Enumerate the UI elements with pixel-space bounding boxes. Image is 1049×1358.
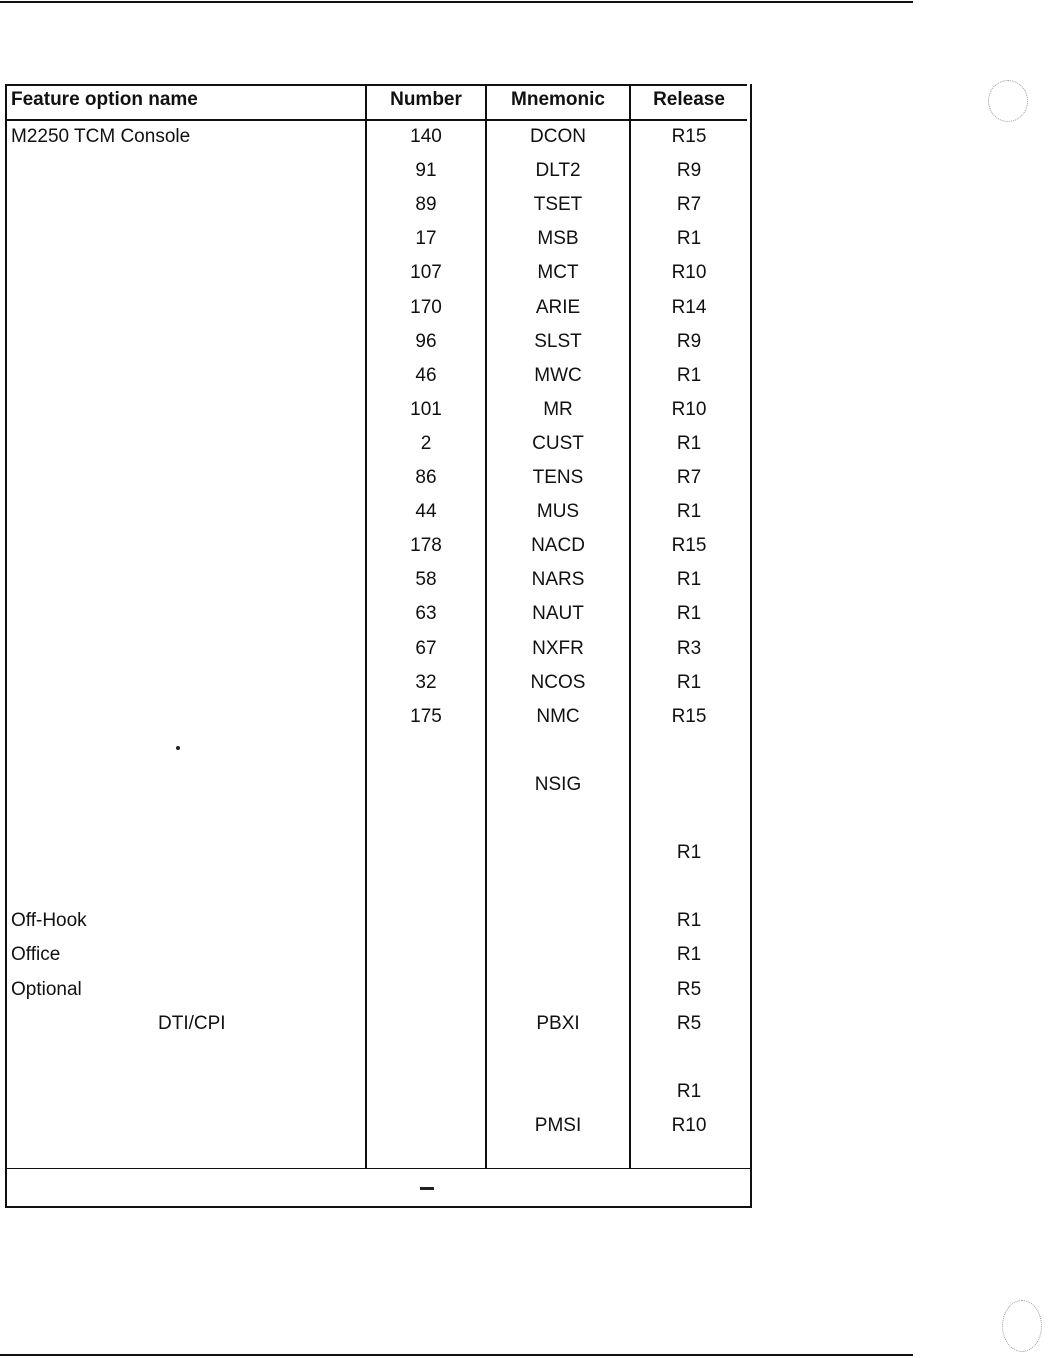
row-mnemonic: NSIG xyxy=(534,774,582,795)
row-mnemonic: NAUT xyxy=(532,603,584,624)
row-release: R1 xyxy=(676,910,702,931)
row-release: R1 xyxy=(676,672,702,693)
row-number: 101 xyxy=(410,399,442,420)
row-release: R5 xyxy=(676,979,702,1000)
top-rule xyxy=(0,1,913,3)
row-release: R1 xyxy=(676,842,702,863)
row-release: R3 xyxy=(676,638,702,659)
row-release: R1 xyxy=(676,944,702,965)
table-bottom-border xyxy=(5,1206,752,1208)
footer-divider xyxy=(5,1168,752,1169)
header-mnemonic: Mnemonic xyxy=(511,89,605,110)
row-mnemonic: MSB xyxy=(537,228,579,249)
row-feature-name: Off-Hook xyxy=(11,910,87,931)
row-release: R1 xyxy=(676,1081,702,1102)
row-release: R5 xyxy=(676,1013,702,1034)
row-mnemonic: DLT2 xyxy=(535,160,581,181)
row-release: R1 xyxy=(676,433,702,454)
row-mnemonic: MCT xyxy=(537,262,579,283)
header-number: Number xyxy=(390,89,462,110)
row-mnemonic: NACD xyxy=(531,535,585,556)
table-top-border xyxy=(5,84,747,86)
row-release: R1 xyxy=(676,501,702,522)
row-release: R9 xyxy=(676,160,702,181)
row-release: R10 xyxy=(671,262,707,283)
row-release: R10 xyxy=(671,399,707,420)
row-mnemonic: TENS xyxy=(532,467,584,488)
row-release: R1 xyxy=(676,603,702,624)
row-release: R10 xyxy=(671,1115,707,1136)
row-mnemonic: NMC xyxy=(536,706,580,727)
row-release: R1 xyxy=(676,365,702,386)
row-release: R15 xyxy=(671,706,707,727)
row-number: 2 xyxy=(420,433,432,454)
row-mnemonic: MUS xyxy=(536,501,580,522)
row-number: 67 xyxy=(415,638,437,659)
row-number: 96 xyxy=(415,331,437,352)
footer-dash xyxy=(420,1187,434,1190)
table-left-border xyxy=(5,84,7,1208)
row-release: R15 xyxy=(671,535,707,556)
row-release: R14 xyxy=(671,297,707,318)
row-mnemonic: DCON xyxy=(530,126,586,147)
row-mnemonic: MR xyxy=(543,399,573,420)
row-number: 178 xyxy=(410,535,442,556)
row-mnemonic: ARIE xyxy=(535,297,581,318)
row-number: 86 xyxy=(415,467,437,488)
row-mnemonic: NARS xyxy=(531,569,585,590)
row-number: 46 xyxy=(415,365,437,386)
row-number: 140 xyxy=(410,126,442,147)
row-number: 63 xyxy=(415,603,437,624)
row-feature-name: Optional xyxy=(11,979,82,1000)
row-release: R7 xyxy=(676,467,702,488)
row-feature-name: DTI/CPI xyxy=(158,1013,226,1034)
row-number: 91 xyxy=(415,160,437,181)
row-mnemonic: NXFR xyxy=(532,638,584,659)
row-number: 32 xyxy=(415,672,437,693)
row-feature-name: M2250 TCM Console xyxy=(11,126,191,147)
scan-speck-bottom-right xyxy=(1002,1300,1042,1352)
row-number: 170 xyxy=(410,297,442,318)
row-number: 89 xyxy=(415,194,437,215)
table-right-border xyxy=(750,84,752,1208)
row-mnemonic: SLST xyxy=(534,331,582,352)
row-number: 58 xyxy=(415,569,437,590)
row-release: R15 xyxy=(671,126,707,147)
row-number: 175 xyxy=(410,706,442,727)
row-release: R7 xyxy=(676,194,702,215)
row-number: 17 xyxy=(415,228,437,249)
row-number: 107 xyxy=(410,262,442,283)
row-mnemonic: PMSI xyxy=(534,1115,582,1136)
header-feature-option-name: Feature option name xyxy=(11,89,198,110)
scan-speck-top-right xyxy=(988,80,1028,122)
row-release: R1 xyxy=(676,228,702,249)
stray-dot xyxy=(176,746,180,750)
row-release: R1 xyxy=(676,569,702,590)
header-release: Release xyxy=(653,89,725,110)
row-mnemonic: PBXI xyxy=(536,1013,580,1034)
row-feature-name: Office xyxy=(11,944,61,965)
row-release: R9 xyxy=(676,331,702,352)
row-mnemonic: MWC xyxy=(534,365,582,386)
bottom-rule xyxy=(0,1354,913,1356)
row-number: 44 xyxy=(415,501,437,522)
row-mnemonic: NCOS xyxy=(530,672,586,693)
row-mnemonic: CUST xyxy=(532,433,584,454)
feature-option-table xyxy=(5,84,752,1208)
header-underline xyxy=(5,119,747,121)
row-mnemonic: TSET xyxy=(533,194,583,215)
